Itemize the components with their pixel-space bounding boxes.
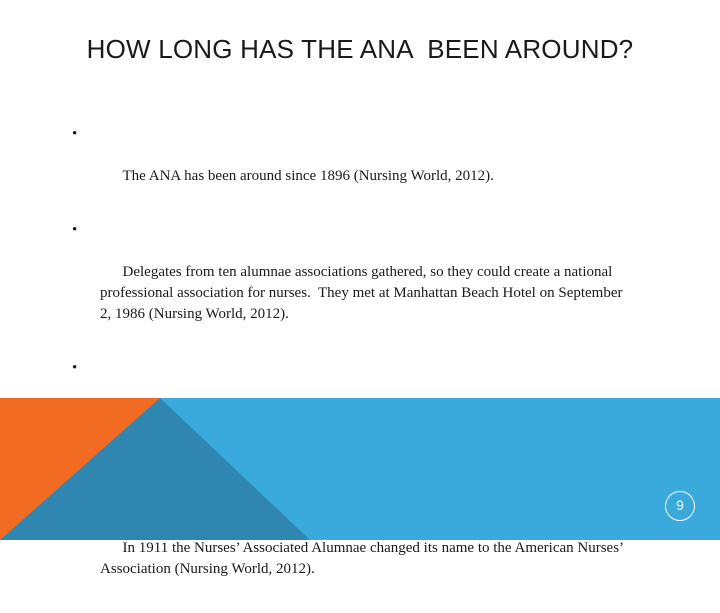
slide-title: HOW LONG HAS THE ANA BEEN AROUND?	[86, 34, 634, 64]
bullet-text: The ANA has been around since 1896 (Nursing World, 2012).	[122, 168, 494, 184]
bullet-text: In 1911 the Nurses’ Associated Alumnae changed its name to the American Nurses’ Association (Nursing World, 2012).	[100, 540, 626, 577]
bullet-marker: •	[72, 126, 78, 142]
bullet-marker: •	[72, 360, 78, 376]
page-number-badge: 9	[665, 491, 695, 521]
bullet-text: Delegates from ten alumnae associations gathered, so they could create a national professional association for nurses. They met at Manhattan Beach Hotel on September 2, 1986 (Nursing World, 2012).	[100, 264, 627, 322]
bullet-marker: •	[72, 222, 78, 238]
